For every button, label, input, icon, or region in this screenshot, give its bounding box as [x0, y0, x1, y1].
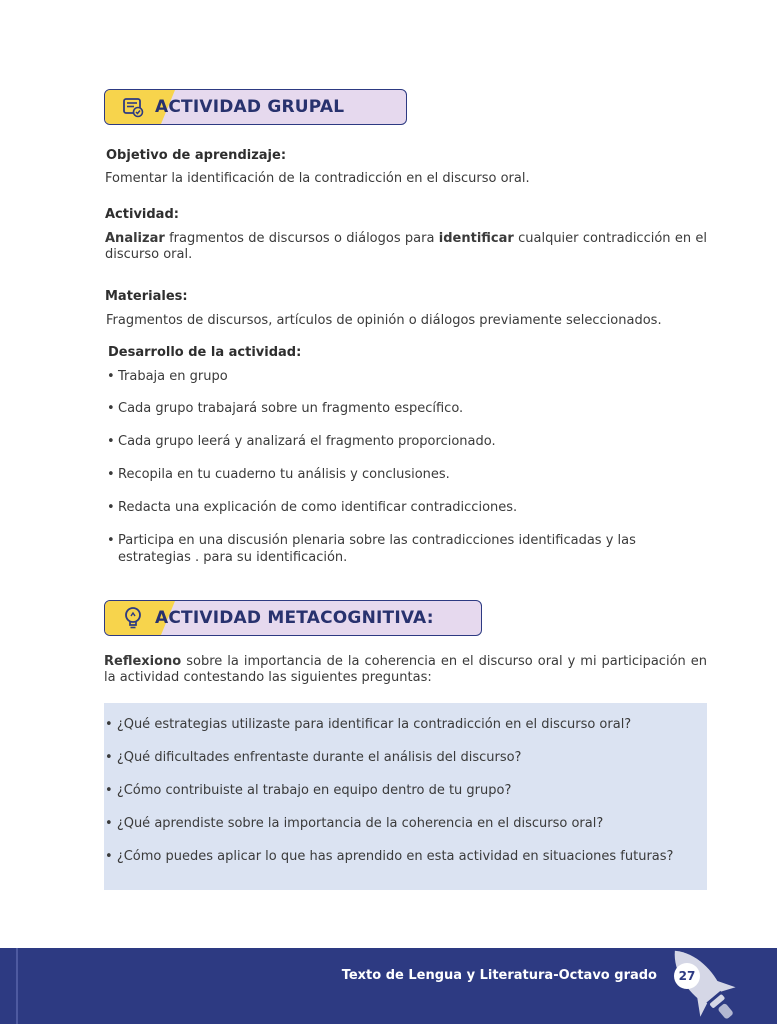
development-label: Desarrollo de la actividad:: [108, 345, 302, 360]
rocket-icon: [652, 944, 752, 1024]
section-title: ACTIVIDAD METACOGNITIVA:: [155, 608, 434, 628]
bullet-icon: •: [107, 533, 115, 548]
activity-text: Analizar fragmentos de discursos o diálogos para identificar cualquier contradicción en el discurso oral.: [105, 231, 708, 262]
question-item: • ¿Qué estrategias utilizaste para identificar la contradicción en el discurso oral?: [105, 717, 632, 732]
activity-keyword: Analizar: [105, 231, 165, 246]
objective-text: Fomentar la identificación de la contradicción en el discurso oral.: [105, 171, 530, 186]
reflection-text: Reflexiono sobre la importancia de la coherencia en el discurso oral y mi participación en la actividad contestando las siguientes preguntas:: [104, 654, 707, 685]
list-item: • Cada grupo leerá y analizará el fragmento proporcionado.: [107, 434, 496, 449]
question-item: • ¿Qué aprendiste sobre la importancia de la coherencia en el discurso oral?: [105, 816, 604, 831]
list-item: • Participa en una discusión plenaria sobre las contradicciones identificadas y las estrategias . para su identificación.: [107, 533, 636, 565]
list-item: • Cada grupo trabajará sobre un fragmento específico.: [107, 401, 464, 416]
list-item: • Recopila en tu cuaderno tu análisis y conclusiones.: [107, 467, 450, 482]
list-item: • Redacta una explicación de como identificar contradicciones.: [107, 500, 518, 515]
lightbulb-icon: [105, 601, 161, 635]
section-banner-metacognitiva: [104, 600, 482, 636]
activity-label: Actividad:: [105, 207, 179, 222]
objective-label: Objetivo de aprendizaje:: [106, 148, 287, 163]
question-item: • ¿Cómo puedes aplicar lo que has aprendido en esta actividad en situaciones futuras?: [105, 849, 674, 864]
materials-text: Fragmentos de discursos, artículos de opinión o diálogos previamente seleccionados.: [106, 313, 662, 328]
list-item: • Trabaja en grupo: [107, 369, 228, 384]
question-item: • ¿Cómo contribuiste al trabajo en equipo dentro de tu grupo?: [105, 783, 512, 798]
page-number: 27: [674, 963, 700, 989]
section-banner-grupal: [104, 89, 407, 125]
bullet-icon: •: [107, 401, 115, 416]
bullet-icon: •: [107, 500, 115, 515]
materials-label: Materiales:: [105, 289, 188, 304]
footer-divider: [16, 948, 18, 1024]
activity-keyword: identificar: [438, 231, 514, 246]
questions-box: [104, 703, 707, 890]
bullet-icon: •: [107, 434, 115, 449]
question-item: • ¿Qué dificultades enfrentaste durante el análisis del discurso?: [105, 750, 522, 765]
bullet-icon: •: [107, 467, 115, 482]
footer-title: Texto de Lengua y Literatura-Octavo grado: [341, 968, 657, 983]
section-title: ACTIVIDAD GRUPAL: [155, 97, 345, 117]
checklist-icon: [105, 90, 161, 124]
reflection-keyword: Reflexiono: [104, 654, 182, 669]
bullet-icon: •: [107, 369, 115, 384]
